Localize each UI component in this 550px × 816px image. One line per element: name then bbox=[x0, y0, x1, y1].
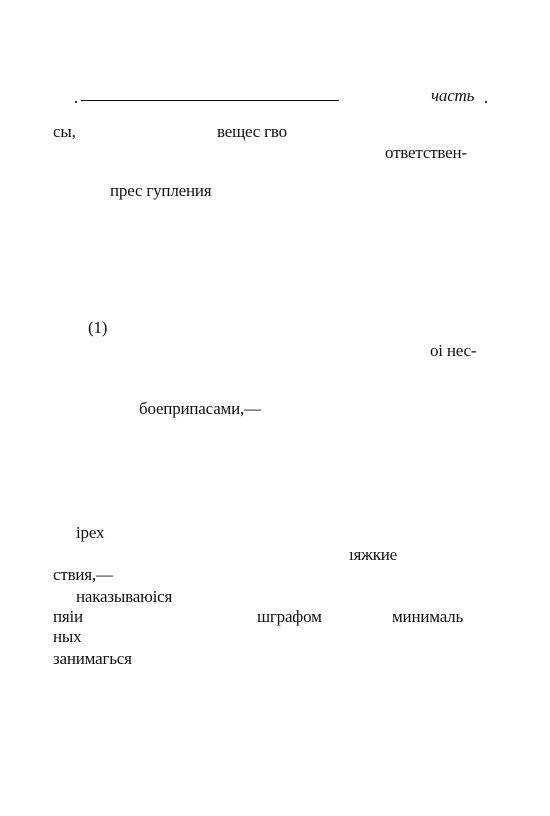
text-fragment-stviya: ствия,— bbox=[53, 565, 113, 584]
text-fragment-paren-1: (1) bbox=[88, 318, 108, 337]
stray-dot-mark bbox=[75, 101, 77, 103]
text-fragment-pyati: пяіи bbox=[53, 607, 83, 626]
text-fragment-boepripasami: боеприпасами,— bbox=[139, 399, 261, 418]
text-fragment-shtrafom: шграфом bbox=[257, 607, 322, 626]
text-fragment-nykh: ных bbox=[53, 627, 82, 646]
text-fragment-veshchestvo: вещес гво bbox=[217, 122, 287, 141]
text-fragment-chast: часть bbox=[431, 86, 475, 105]
text-fragment-nakazyvayutsya: наказываюіся bbox=[76, 587, 173, 606]
text-fragment-otvetstven: ответствен- bbox=[385, 143, 467, 162]
text-fragment-sy: сы, bbox=[53, 122, 76, 141]
stray-dot-mark bbox=[485, 101, 487, 103]
text-fragment-minimal: минималь bbox=[392, 607, 464, 626]
horizontal-rule bbox=[81, 100, 339, 101]
text-fragment-trekh: ірех bbox=[76, 523, 105, 542]
text-fragment-ognes: оі нес- bbox=[430, 341, 477, 360]
text-fragment-prestupleniya: прес гупления bbox=[110, 181, 212, 200]
text-fragment-tyazhkie: ıяжкие bbox=[349, 545, 397, 564]
text-fragment-zanimatsya: занимагься bbox=[53, 649, 132, 668]
